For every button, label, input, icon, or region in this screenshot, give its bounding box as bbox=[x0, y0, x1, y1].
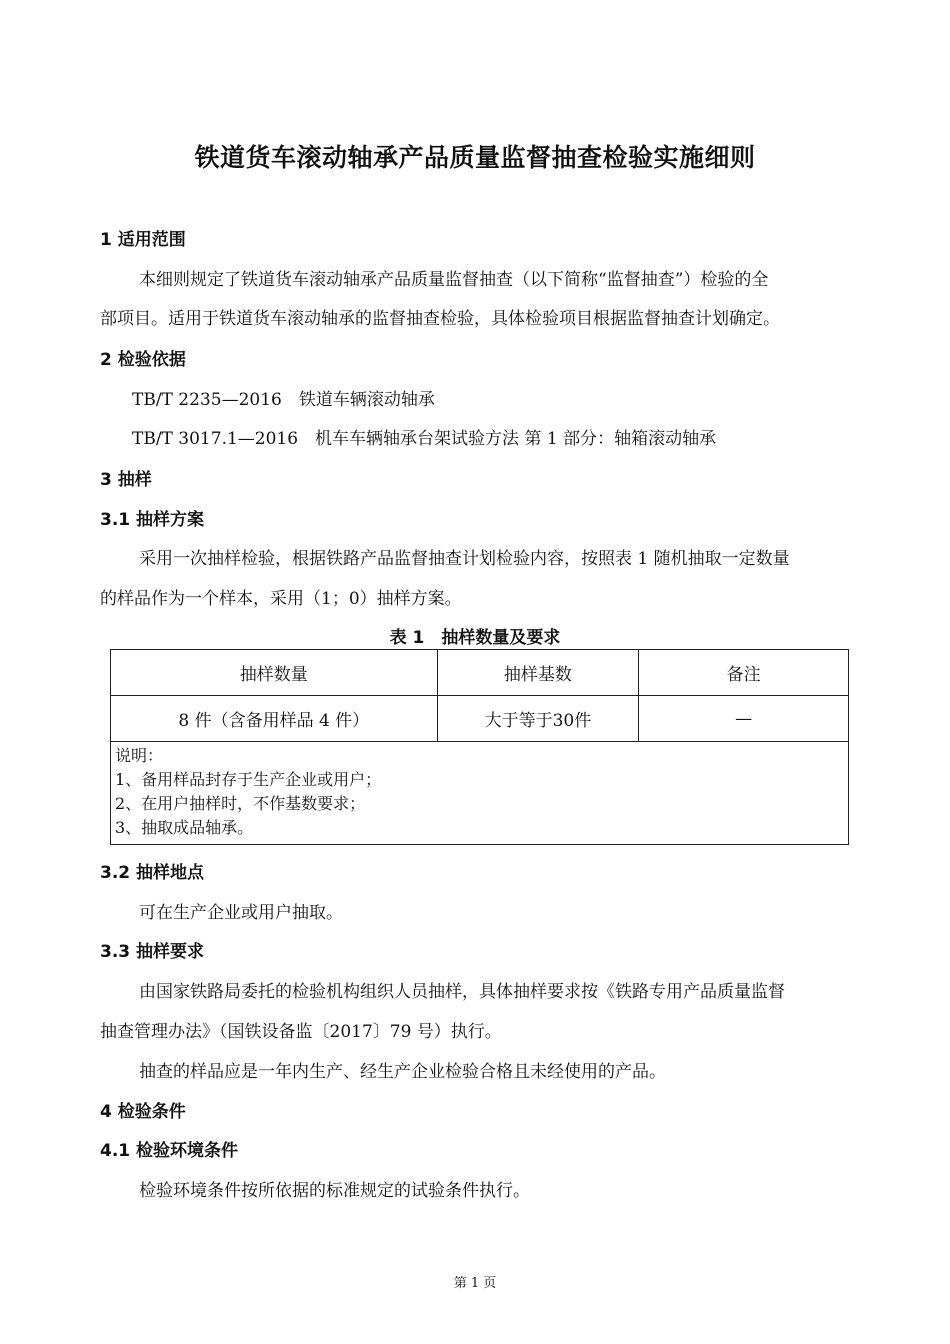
reference-standard-1: TB/T 2235—2016 铁道车辆滚动轴承 bbox=[132, 390, 435, 410]
note-item-3: 3、抽取成品轴承。 bbox=[115, 818, 254, 837]
cell-sampling-base: 大于等于30件 bbox=[437, 696, 639, 742]
section-3-3-heading: 3.3 抽样要求 bbox=[100, 942, 205, 962]
section-1-paragraph-line-2: 部项目。适用于铁道货车滚动轴承的监督抽查检验，具体检验项目根据监督抽查计划确定。 bbox=[100, 309, 780, 329]
table-notes-row bbox=[111, 742, 849, 845]
sampling-table bbox=[110, 649, 849, 845]
section-3-1-heading: 3.1 抽样方案 bbox=[100, 510, 205, 530]
table-notes bbox=[111, 742, 849, 845]
cell-remarks: — bbox=[639, 696, 849, 742]
section-4-heading: 4 检验条件 bbox=[100, 1102, 186, 1122]
section-1-heading: 1 适用范围 bbox=[100, 230, 186, 250]
reference-standard-2: TB/T 3017.1—2016 机车车辆轴承台架试验方法 第 1 部分：轴箱滚动轴承 bbox=[132, 429, 717, 449]
section-3-3-paragraph-2: 抽查的样品应是一年内生产、经生产企业检验合格且未经使用的产品。 bbox=[139, 1062, 666, 1082]
header-sampling-base: 抽样基数 bbox=[437, 650, 639, 696]
page-number: 第 1 页 bbox=[453, 1276, 497, 1291]
notes-label: 说明： bbox=[115, 746, 164, 765]
section-3-2-heading: 3.2 抽样地点 bbox=[100, 863, 205, 883]
section-4-1-heading: 4.1 检验环境条件 bbox=[100, 1141, 239, 1161]
section-3-1-paragraph-line-1: 采用一次抽样检验，根据铁路产品监督抽查计划检验内容，按照表 1 随机抽取一定数量 bbox=[139, 549, 790, 569]
note-item-2: 2、在用户抽样时，不作基数要求； bbox=[115, 794, 366, 813]
section-4-1-paragraph: 检验环境条件按所依据的标准规定的试验条件执行。 bbox=[139, 1181, 530, 1201]
section-1-paragraph-line-1: 本细则规定了铁道货车滚动轴承产品质量监督抽查（以下简称“监督抽查”）检验的全 bbox=[139, 270, 769, 290]
note-item-1: 1、备用样品封存于生产企业或用户； bbox=[115, 770, 382, 789]
table-row bbox=[111, 696, 849, 742]
section-3-2-paragraph: 可在生产企业或用户抽取。 bbox=[139, 903, 343, 923]
section-3-heading: 3 抽样 bbox=[100, 470, 152, 490]
table-header-row bbox=[111, 650, 849, 696]
header-remarks: 备注 bbox=[639, 650, 849, 696]
section-3-3-paragraph-line-2: 抽查管理办法》（国铁设备监〔2017〕79 号）执行。 bbox=[100, 1022, 502, 1042]
header-sample-quantity: 抽样数量 bbox=[111, 650, 438, 696]
cell-sample-quantity: 8 件（含备用样品 4 件） bbox=[111, 696, 438, 742]
document-title: 铁道货车滚动轴承产品质量监督抽查检验实施细则 bbox=[194, 143, 756, 172]
table-caption: 表 1 抽样数量及要求 bbox=[389, 628, 561, 648]
section-3-1-paragraph-line-2: 的样品作为一个样本，采用（1；0）抽样方案。 bbox=[100, 589, 462, 609]
section-2-heading: 2 检验依据 bbox=[100, 350, 186, 370]
section-3-3-paragraph-line-1: 由国家铁路局委托的检验机构组织人员抽样，具体抽样要求按《铁路专用产品质量监督 bbox=[139, 982, 785, 1002]
